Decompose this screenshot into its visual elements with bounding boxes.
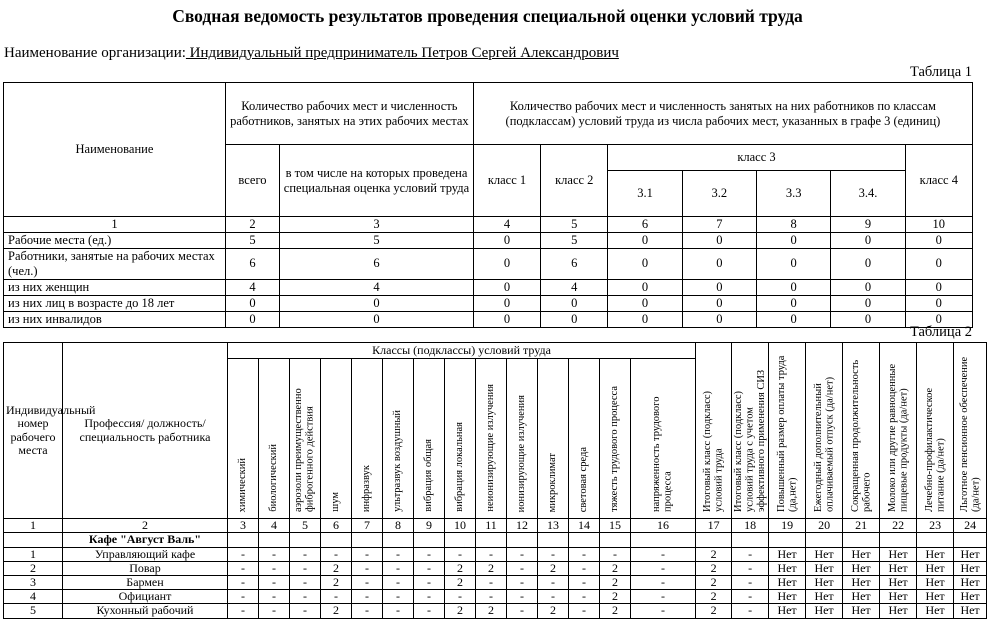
cell-value: - bbox=[352, 590, 383, 604]
empty-cell bbox=[732, 533, 769, 547]
col-number: 12 bbox=[507, 519, 538, 533]
cell-value: 2 bbox=[696, 547, 732, 561]
row-label: Работники, занятые на рабочих местах (чел.) bbox=[4, 249, 226, 280]
cell-value: - bbox=[538, 547, 569, 561]
cell-value: - bbox=[445, 547, 476, 561]
cell-value: 0 bbox=[682, 233, 756, 249]
cell-value: 0 bbox=[831, 249, 905, 280]
cell-value: - bbox=[383, 604, 414, 618]
cell-value: Нет bbox=[769, 547, 806, 561]
empty-cell bbox=[696, 533, 732, 547]
cell-value: 6 bbox=[541, 249, 608, 280]
col-number: 3 bbox=[228, 519, 259, 533]
cell-value: 2 bbox=[538, 604, 569, 618]
cell-value: - bbox=[569, 561, 600, 575]
cell-value: - bbox=[631, 561, 696, 575]
table-row bbox=[4, 547, 987, 561]
cell-value: 5 bbox=[225, 233, 279, 249]
workplace-number: 1 bbox=[4, 547, 63, 561]
factor-header: вибрация общая bbox=[414, 359, 445, 519]
cell-value: - bbox=[476, 590, 507, 604]
cell-value: Нет bbox=[806, 590, 843, 604]
col-number: 8 bbox=[757, 217, 831, 233]
cell-value: - bbox=[507, 547, 538, 561]
workplace-number: 4 bbox=[4, 590, 63, 604]
cell-value: 2 bbox=[696, 561, 732, 575]
cell-value: 0 bbox=[682, 311, 756, 327]
factor-header: микроклимат bbox=[538, 359, 569, 519]
cell-value: Нет bbox=[843, 561, 880, 575]
cell-value: 0 bbox=[757, 233, 831, 249]
cell-value: Нет bbox=[806, 575, 843, 589]
header-extra-0: Итоговый класс (подкласс) условий труда bbox=[696, 343, 732, 519]
header-profession: Профессия/ должность/ специальность работника bbox=[63, 343, 228, 519]
header-extra-7: Льготное пенсионное обеспечение (да/нет) bbox=[954, 343, 987, 519]
header-class4: класс 4 bbox=[905, 145, 972, 217]
cell-value: - bbox=[352, 561, 383, 575]
cell-value: 2 bbox=[445, 575, 476, 589]
cell-value: 0 bbox=[608, 311, 682, 327]
profession-name: Повар bbox=[63, 561, 228, 575]
col-number: 17 bbox=[696, 519, 732, 533]
cell-value: - bbox=[290, 561, 321, 575]
cell-value: 2 bbox=[321, 604, 352, 618]
workplace-number: 2 bbox=[4, 561, 63, 575]
col-number: 20 bbox=[806, 519, 843, 533]
cell-value: - bbox=[732, 575, 769, 589]
cell-value: - bbox=[569, 604, 600, 618]
profession-name: Управляющий кафе bbox=[63, 547, 228, 561]
cell-value: - bbox=[569, 547, 600, 561]
cell-value: - bbox=[732, 604, 769, 618]
cell-value: - bbox=[383, 590, 414, 604]
cell-value: 5 bbox=[280, 233, 474, 249]
cell-value: 0 bbox=[682, 279, 756, 295]
header-number: Индивидуальный номер рабочего места bbox=[4, 343, 63, 519]
cell-value: 0 bbox=[757, 311, 831, 327]
cell-value: - bbox=[228, 575, 259, 589]
empty-cell bbox=[538, 533, 569, 547]
factor-header: инфразвук bbox=[352, 359, 383, 519]
col-number: 7 bbox=[682, 217, 756, 233]
cell-value: 0 bbox=[473, 279, 540, 295]
factor-header: химический bbox=[228, 359, 259, 519]
cell-value: Нет bbox=[917, 590, 954, 604]
table-row bbox=[4, 233, 973, 249]
cell-value: Нет bbox=[880, 604, 917, 618]
cell-value: Нет bbox=[954, 561, 987, 575]
cell-value: 2 bbox=[321, 575, 352, 589]
header-3-4: 3.4. bbox=[831, 171, 905, 217]
cell-value: - bbox=[414, 590, 445, 604]
cell-value: - bbox=[414, 547, 445, 561]
empty-cell bbox=[414, 533, 445, 547]
cell-value: 6 bbox=[280, 249, 474, 280]
empty-cell bbox=[259, 533, 290, 547]
table-row bbox=[4, 279, 973, 295]
empty-cell bbox=[352, 533, 383, 547]
col-number: 22 bbox=[880, 519, 917, 533]
factor-header: неионизирующие излучения bbox=[476, 359, 507, 519]
cell-value: - bbox=[259, 547, 290, 561]
cell-value: - bbox=[321, 547, 352, 561]
workplace-number: 5 bbox=[4, 604, 63, 618]
col-number: 5 bbox=[541, 217, 608, 233]
section-number-cell bbox=[4, 533, 63, 547]
empty-cell bbox=[476, 533, 507, 547]
organization-line bbox=[4, 45, 619, 62]
cell-value: Нет bbox=[769, 604, 806, 618]
table-row bbox=[4, 311, 973, 327]
cell-value: 0 bbox=[757, 295, 831, 311]
empty-cell bbox=[631, 533, 696, 547]
cell-value: 0 bbox=[541, 295, 608, 311]
cell-value: 0 bbox=[905, 295, 972, 311]
empty-cell bbox=[954, 533, 987, 547]
cell-value: - bbox=[383, 547, 414, 561]
cell-value: - bbox=[414, 575, 445, 589]
col-number: 18 bbox=[732, 519, 769, 533]
cell-value: - bbox=[414, 561, 445, 575]
cell-value: Нет bbox=[880, 590, 917, 604]
cell-value: - bbox=[631, 590, 696, 604]
col-number: 7 bbox=[352, 519, 383, 533]
cell-value: 0 bbox=[831, 295, 905, 311]
header-3-2: 3.2 bbox=[682, 171, 756, 217]
cell-value: Нет bbox=[917, 547, 954, 561]
empty-cell bbox=[507, 533, 538, 547]
cell-value: 0 bbox=[280, 311, 474, 327]
cell-value: 0 bbox=[473, 249, 540, 280]
col-number: 1 bbox=[4, 519, 63, 533]
factor-header: световая среда bbox=[569, 359, 600, 519]
cell-value: 0 bbox=[608, 295, 682, 311]
factor-header: вибрация локальная bbox=[445, 359, 476, 519]
col-number: 4 bbox=[473, 217, 540, 233]
cell-value: 0 bbox=[280, 295, 474, 311]
cell-value: - bbox=[228, 561, 259, 575]
cell-value: Нет bbox=[917, 561, 954, 575]
cell-value: 0 bbox=[757, 279, 831, 295]
factor-header: шум bbox=[321, 359, 352, 519]
header-extra-6: Лечебно-профилактическое питание (да/нет) bbox=[917, 343, 954, 519]
col-number: 11 bbox=[476, 519, 507, 533]
table-row bbox=[4, 604, 987, 618]
cell-value: 2 bbox=[696, 575, 732, 589]
cell-value: - bbox=[507, 575, 538, 589]
profession-name: Официант bbox=[63, 590, 228, 604]
cell-value: 0 bbox=[608, 249, 682, 280]
col-number: 8 bbox=[383, 519, 414, 533]
col-number: 10 bbox=[445, 519, 476, 533]
cell-value: 0 bbox=[905, 311, 972, 327]
cell-value: - bbox=[631, 604, 696, 618]
cell-value: 4 bbox=[225, 279, 279, 295]
cell-value: 2 bbox=[445, 561, 476, 575]
header-classes: Классы (подклассы) условий труда bbox=[228, 343, 696, 359]
cell-value: 0 bbox=[225, 295, 279, 311]
col-number: 24 bbox=[954, 519, 987, 533]
cell-value: Нет bbox=[806, 561, 843, 575]
empty-cell bbox=[843, 533, 880, 547]
cell-value: - bbox=[476, 547, 507, 561]
cell-value: - bbox=[228, 590, 259, 604]
factor-header: ультразвук воздушный bbox=[383, 359, 414, 519]
cell-value: - bbox=[259, 590, 290, 604]
table2-label: Таблица 2 bbox=[909, 324, 972, 340]
cell-value: - bbox=[445, 590, 476, 604]
cell-value: 0 bbox=[831, 233, 905, 249]
header-total: всего bbox=[225, 145, 279, 217]
cell-value: 2 bbox=[696, 604, 732, 618]
cell-value: - bbox=[290, 547, 321, 561]
cell-value: - bbox=[538, 575, 569, 589]
factor-header: тяжесть трудового процесса bbox=[600, 359, 631, 519]
cell-value: Нет bbox=[769, 561, 806, 575]
cell-value: - bbox=[352, 575, 383, 589]
organization-value: Индивидуальный предприниматель Петров Сергей Александрович bbox=[185, 45, 619, 61]
header-group-a: Количество рабочих мест и численность работников, занятых на этих рабочих местах bbox=[225, 83, 473, 145]
cell-value: - bbox=[569, 590, 600, 604]
cell-value: - bbox=[383, 575, 414, 589]
cell-value: 2 bbox=[600, 575, 631, 589]
col-number: 2 bbox=[225, 217, 279, 233]
cell-value: 2 bbox=[600, 590, 631, 604]
cell-value: 2 bbox=[538, 561, 569, 575]
header-class1: класс 1 bbox=[473, 145, 540, 217]
cell-value: Нет bbox=[954, 604, 987, 618]
empty-cell bbox=[321, 533, 352, 547]
empty-cell bbox=[880, 533, 917, 547]
cell-value: - bbox=[228, 547, 259, 561]
workplace-number: 3 bbox=[4, 575, 63, 589]
cell-value: 0 bbox=[225, 311, 279, 327]
cell-value: - bbox=[476, 575, 507, 589]
col-number: 6 bbox=[608, 217, 682, 233]
cell-value: Нет bbox=[917, 604, 954, 618]
cell-value: - bbox=[631, 547, 696, 561]
cell-value: - bbox=[352, 547, 383, 561]
col-number: 21 bbox=[843, 519, 880, 533]
col-number: 15 bbox=[600, 519, 631, 533]
empty-cell bbox=[569, 533, 600, 547]
cell-value: Нет bbox=[806, 547, 843, 561]
cell-value: 0 bbox=[541, 311, 608, 327]
cell-value: - bbox=[228, 604, 259, 618]
cell-value: - bbox=[507, 561, 538, 575]
cell-value: Нет bbox=[806, 604, 843, 618]
col-number: 19 bbox=[769, 519, 806, 533]
table-row bbox=[4, 295, 973, 311]
header-extra-2: Повышенный размер оплаты труда (да,нет) bbox=[769, 343, 806, 519]
col-number: 4 bbox=[259, 519, 290, 533]
table1-label: Таблица 1 bbox=[909, 64, 972, 80]
empty-cell bbox=[917, 533, 954, 547]
cell-value: Нет bbox=[880, 575, 917, 589]
cell-value: 2 bbox=[476, 561, 507, 575]
header-extra-1: Итоговый класс (подкласс) условий труда с учетом эффективного применения СИЗ bbox=[732, 343, 769, 519]
empty-cell bbox=[228, 533, 259, 547]
cell-value: - bbox=[290, 590, 321, 604]
cell-value: 0 bbox=[831, 311, 905, 327]
table-row bbox=[4, 575, 987, 589]
summary-table bbox=[3, 82, 973, 328]
cell-value: 0 bbox=[608, 279, 682, 295]
header-group-b: Количество рабочих мест и численность занятых на них работников по классам (подклассам) условий труда из числа рабочих мест, указанных в графе 3 (единиц) bbox=[473, 83, 972, 145]
header-extra-5: Молоко или другие равноценные пищевые продукты (да/нет) bbox=[880, 343, 917, 519]
cell-value: 0 bbox=[757, 249, 831, 280]
cell-value: - bbox=[290, 604, 321, 618]
section-title: Кафе "Август Валь" bbox=[63, 533, 228, 547]
empty-cell bbox=[600, 533, 631, 547]
cell-value: - bbox=[383, 561, 414, 575]
table-row bbox=[4, 590, 987, 604]
col-number: 1 bbox=[4, 217, 226, 233]
profession-name: Бармен bbox=[63, 575, 228, 589]
cell-value: - bbox=[732, 561, 769, 575]
header-name: Наименование bbox=[4, 83, 226, 217]
col-number: 23 bbox=[917, 519, 954, 533]
cell-value: 4 bbox=[280, 279, 474, 295]
factor-header: биологический bbox=[259, 359, 290, 519]
factor-header: ионизирующие излучения bbox=[507, 359, 538, 519]
cell-value: 0 bbox=[831, 279, 905, 295]
cell-value: 6 bbox=[225, 249, 279, 280]
page-title: Сводная ведомость результатов проведения специальной оценки условий труда bbox=[172, 6, 803, 26]
cell-value: 2 bbox=[600, 561, 631, 575]
cell-value: 0 bbox=[473, 311, 540, 327]
cell-value: - bbox=[569, 575, 600, 589]
cell-value: 0 bbox=[682, 295, 756, 311]
row-label: из них лиц в возрасте до 18 лет bbox=[4, 295, 226, 311]
header-class2: класс 2 bbox=[541, 145, 608, 217]
col-number: 9 bbox=[831, 217, 905, 233]
col-number: 5 bbox=[290, 519, 321, 533]
col-number: 6 bbox=[321, 519, 352, 533]
cell-value: Нет bbox=[843, 604, 880, 618]
cell-value: - bbox=[507, 604, 538, 618]
cell-value: 2 bbox=[445, 604, 476, 618]
cell-value: - bbox=[290, 575, 321, 589]
cell-value: - bbox=[507, 590, 538, 604]
cell-value: - bbox=[259, 604, 290, 618]
cell-value: 0 bbox=[682, 249, 756, 280]
cell-value: 0 bbox=[473, 295, 540, 311]
cell-value: 2 bbox=[321, 561, 352, 575]
cell-value: - bbox=[732, 590, 769, 604]
cell-value: - bbox=[538, 590, 569, 604]
col-number: 9 bbox=[414, 519, 445, 533]
cell-value: 0 bbox=[608, 233, 682, 249]
cell-value: - bbox=[321, 590, 352, 604]
col-number: 13 bbox=[538, 519, 569, 533]
header-extra-3: Ежегодный дополнительный оплачиваемый отпуск (да/нет) bbox=[806, 343, 843, 519]
row-label: из них женщин bbox=[4, 279, 226, 295]
header-3-3: 3.3 bbox=[757, 171, 831, 217]
cell-value: 0 bbox=[905, 233, 972, 249]
cell-value: - bbox=[600, 547, 631, 561]
cell-value: - bbox=[414, 604, 445, 618]
empty-cell bbox=[769, 533, 806, 547]
cell-value: 0 bbox=[473, 233, 540, 249]
header-3-1: 3.1 bbox=[608, 171, 682, 217]
cell-value: Нет bbox=[880, 547, 917, 561]
empty-cell bbox=[445, 533, 476, 547]
header-class3: класс 3 bbox=[608, 145, 905, 171]
organization-label: Наименование организации: bbox=[4, 45, 186, 61]
row-label: Рабочие места (ед.) bbox=[4, 233, 226, 249]
cell-value: Нет bbox=[769, 590, 806, 604]
header-assessed: в том числе на которых проведена специальная оценка условий труда bbox=[280, 145, 474, 217]
cell-value: 4 bbox=[541, 279, 608, 295]
cell-value: 5 bbox=[541, 233, 608, 249]
cell-value: - bbox=[631, 575, 696, 589]
factor-header: аэрозоли преимущественно фиброгенного действия bbox=[290, 359, 321, 519]
cell-value: Нет bbox=[954, 575, 987, 589]
empty-cell bbox=[290, 533, 321, 547]
cell-value: - bbox=[732, 547, 769, 561]
empty-cell bbox=[806, 533, 843, 547]
workplaces-table bbox=[3, 342, 987, 619]
table-row bbox=[4, 249, 973, 280]
profession-name: Кухонный рабочий bbox=[63, 604, 228, 618]
cell-value: 2 bbox=[600, 604, 631, 618]
empty-cell bbox=[383, 533, 414, 547]
cell-value: Нет bbox=[954, 547, 987, 561]
cell-value: Нет bbox=[954, 590, 987, 604]
factor-header: напряженность трудового процесса bbox=[631, 359, 696, 519]
cell-value: 0 bbox=[905, 249, 972, 280]
cell-value: 2 bbox=[476, 604, 507, 618]
cell-value: Нет bbox=[917, 575, 954, 589]
cell-value: Нет bbox=[769, 575, 806, 589]
col-number: 16 bbox=[631, 519, 696, 533]
table-row bbox=[4, 561, 987, 575]
cell-value: - bbox=[352, 604, 383, 618]
row-label: из них инвалидов bbox=[4, 311, 226, 327]
col-number: 3 bbox=[280, 217, 474, 233]
col-number: 10 bbox=[905, 217, 972, 233]
col-number: 14 bbox=[569, 519, 600, 533]
cell-value: Нет bbox=[843, 590, 880, 604]
cell-value: - bbox=[259, 561, 290, 575]
cell-value: 2 bbox=[696, 590, 732, 604]
cell-value: Нет bbox=[880, 561, 917, 575]
cell-value: 0 bbox=[905, 279, 972, 295]
cell-value: Нет bbox=[843, 547, 880, 561]
col-number: 2 bbox=[63, 519, 228, 533]
cell-value: - bbox=[259, 575, 290, 589]
cell-value: Нет bbox=[843, 575, 880, 589]
header-extra-4: Сокращенная продолжительность рабочего bbox=[843, 343, 880, 519]
